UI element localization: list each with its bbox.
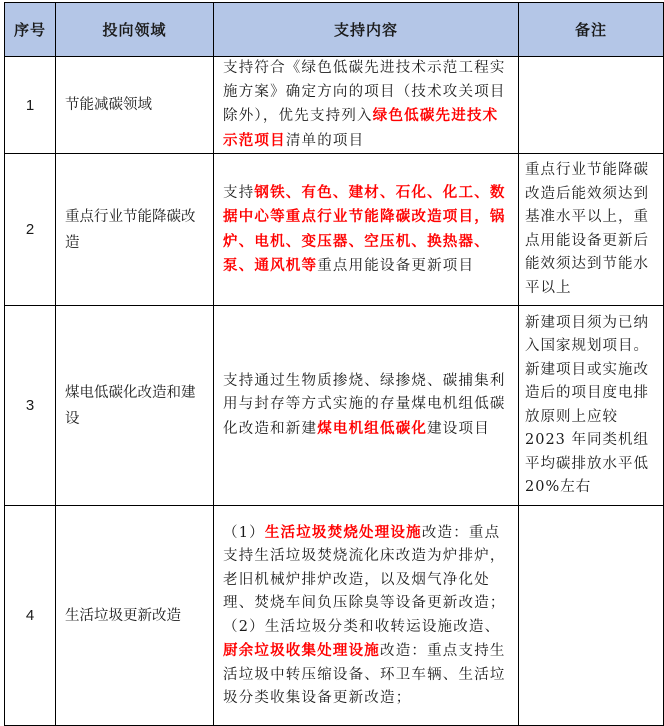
support-content (214, 57, 519, 154)
item-prefix: （2）生活垃圾分类和收转运设施改造、 (223, 618, 501, 635)
content-item-2 (223, 616, 512, 711)
content-text: 支持通过生物质掺烧、绿掺烧、碳捕集利用与封存等方式实施的存量煤电机组低碳化改造和新建 (223, 372, 506, 437)
header-note: 备注 (519, 3, 664, 57)
investment-area: 节能减碳领域 (56, 57, 214, 154)
remark (519, 57, 664, 154)
content-highlight: 绿色低碳先进技术示范项目 (223, 107, 499, 149)
support-content (214, 154, 519, 306)
table-row (5, 306, 664, 506)
investment-area: 重点行业节能降碳改造 (56, 154, 214, 306)
content-highlight: 生活垃圾焚烧处理设施 (264, 523, 422, 541)
content-text: 支持符合《绿色低碳先进技术示范工程实施方案》确定方向的项目（技术攻关项目除外），优先支持列入 (223, 60, 506, 124)
table-row (5, 506, 664, 726)
content-text: 改造：重点支持生活垃圾焚烧流化床改造为炉排炉，老旧机械炉排炉改造，以及烟气净化处理、焚烧车间负压除臭等设备更新改造； (223, 524, 506, 611)
content-text: 支持 (223, 184, 255, 201)
content-highlight: 煤电机组低碳化 (317, 419, 428, 437)
support-content (214, 506, 519, 726)
investment-areas-table (4, 2, 664, 726)
content-highlight: 钢铁、有色、建材、石化、化工、数据中心等重点行业节能降碳改造项目，锅炉、电机、变压器、空压机、换热器、泵、通风机等 (223, 183, 506, 274)
investment-area: 生活垃圾更新改造 (56, 506, 214, 726)
content-text: 建设项目 (427, 420, 490, 437)
content-highlight: 厨余垃圾收集处理设施 (223, 642, 380, 659)
row-number: 4 (5, 506, 56, 726)
support-content (214, 306, 519, 506)
investment-area: 煤电低碳化改造和建设 (56, 306, 214, 506)
header-area: 投向领域 (56, 3, 214, 57)
table-header-row (5, 3, 664, 57)
remark: 新建项目须为已纳入国家规划项目。新建项目或实施改造后的项目度电排放原则上应较 2023 年同类机组平均碳排放水平低 20%左右 (519, 306, 664, 506)
table-row (5, 57, 664, 154)
row-number: 3 (5, 306, 56, 506)
row-number: 2 (5, 154, 56, 306)
remark (519, 506, 664, 726)
row-number: 1 (5, 57, 56, 154)
header-content: 支持内容 (214, 3, 519, 57)
content-text: 重点用能设备更新项目 (317, 258, 475, 274)
header-no: 序号 (5, 3, 56, 57)
item-prefix: （1） (223, 524, 265, 541)
content-text: 改造：重点支持生活垃圾中转压缩设备、环卫车辆、生活垃圾分类收集设备更新改造； (223, 643, 506, 706)
content-item-1 (223, 521, 512, 616)
remark: 重点行业节能降碳改造后能效须达到基准水平以上，重点用能设备更新后能效须达到节能水平以上 (519, 154, 664, 306)
table-row (5, 154, 664, 306)
content-text: 清单的项目 (285, 132, 365, 149)
